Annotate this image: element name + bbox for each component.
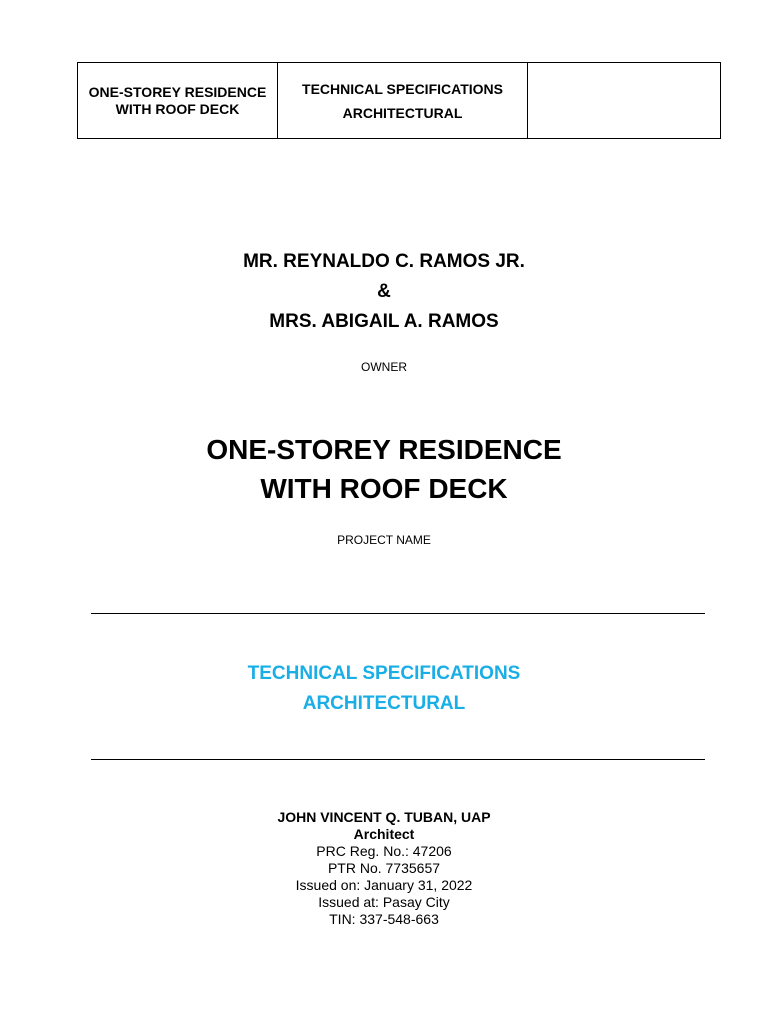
project-label: PROJECT NAME: [337, 533, 431, 547]
architect-role: Architect: [353, 826, 415, 842]
header-spec-cell: [278, 63, 528, 139]
architect-prc: PRC Reg. No.: 47206: [316, 843, 452, 859]
document-title-block: [0, 659, 768, 719]
architect-name: JOHN VINCENT Q. TUBAN, UAP: [277, 809, 491, 825]
architect-issued-at: Issued at: Pasay City: [318, 894, 450, 910]
document-title-line2: ARCHITECTURAL: [302, 693, 466, 714]
owner-block: [0, 247, 768, 337]
header-empty-cell: [528, 63, 721, 139]
architect-ptr: PTR No. 7735657: [327, 860, 441, 876]
header-spec-line2: ARCHITECTURAL: [342, 104, 463, 121]
divider-bottom: [91, 759, 705, 760]
header-table: [77, 62, 721, 139]
header-project-text: ONE-STOREY RESIDENCE WITH ROOF DECK: [88, 83, 267, 117]
architect-issued-on: Issued on: January 31, 2022: [295, 877, 473, 893]
architect-block: [0, 809, 768, 928]
header-spec-line1: TECHNICAL SPECIFICATIONS: [302, 80, 503, 97]
owner-name-2: MRS. ABIGAIL A. RAMOS: [269, 311, 499, 332]
header-project-cell: [78, 63, 278, 139]
owner-ampersand: &: [377, 281, 391, 302]
project-title-block: [0, 430, 768, 508]
project-title-line2: WITH ROOF DECK: [260, 473, 508, 504]
project-title-line1: ONE-STOREY RESIDENCE: [206, 434, 562, 465]
owner-label: OWNER: [361, 360, 407, 374]
owner-name-1: MR. REYNALDO C. RAMOS JR.: [243, 251, 525, 272]
architect-tin: TIN: 337-548-663: [329, 911, 439, 927]
divider-top: [91, 613, 705, 614]
document-title-line1: TECHNICAL SPECIFICATIONS: [247, 663, 521, 684]
